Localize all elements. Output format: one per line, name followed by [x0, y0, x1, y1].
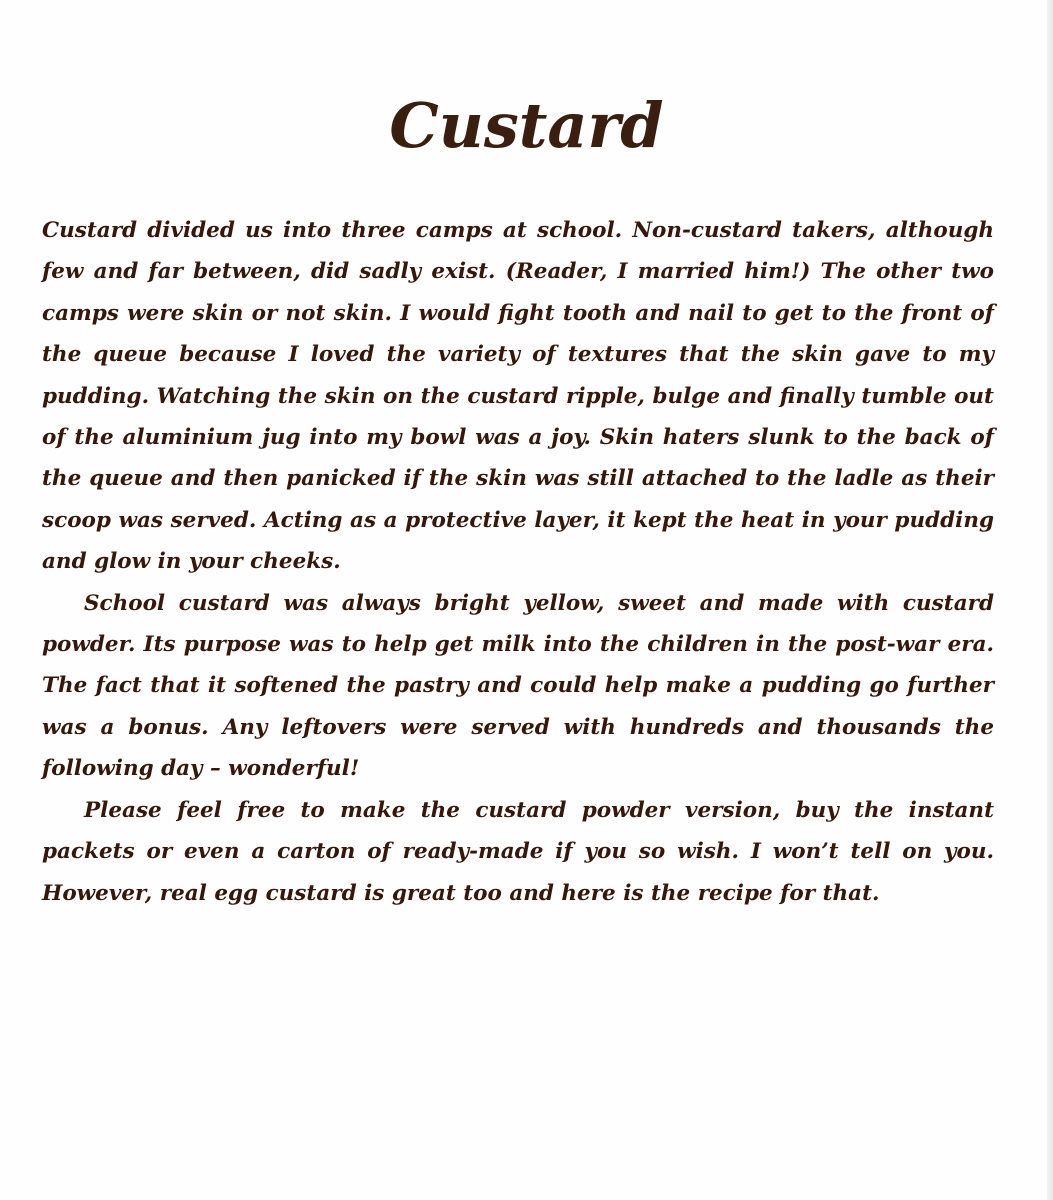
page-title: Custard — [389, 89, 664, 162]
page-edge-shadow — [1047, 0, 1053, 1200]
paragraph-intro: Custard divided us into three camps at school. Non-custard takers, although few and far between, did sadly exist. (Reader, I married him!) The other two camps were skin or not skin. I would fight tooth and nail to get to the front of the queue because I loved the variety of textures that the skin gave to my pudding. Watching the skin on the custard ripple, bulge and finally tumble out of the aluminium jug into my bowl was a joy. Skin haters slunk to the back of the queue and then panicked if the skin was still attached to the ladle as their scoop was served. Acting as a protective layer, it kept the heat in your pudding and glow in your cheeks. — [42, 218, 994, 575]
paragraph-recipe-intro: Please feel free to make the custard powder version, buy the instant packets or even a carton of ready-made if you so wish. I won’t tell on you. However, real egg custard is great too and here is the recipe for that. — [42, 797, 994, 906]
body-text — [42, 210, 994, 914]
paragraph-school-custard: School custard was always bright yellow, sweet and made with custard powder. Its purpose was to help get milk into the children in the post-war era. The fact that it softened the pastry and could help make a pudding go further was a bonus. Any leftovers were served with hundreds and thousands the following day – wonderful! — [42, 590, 994, 782]
